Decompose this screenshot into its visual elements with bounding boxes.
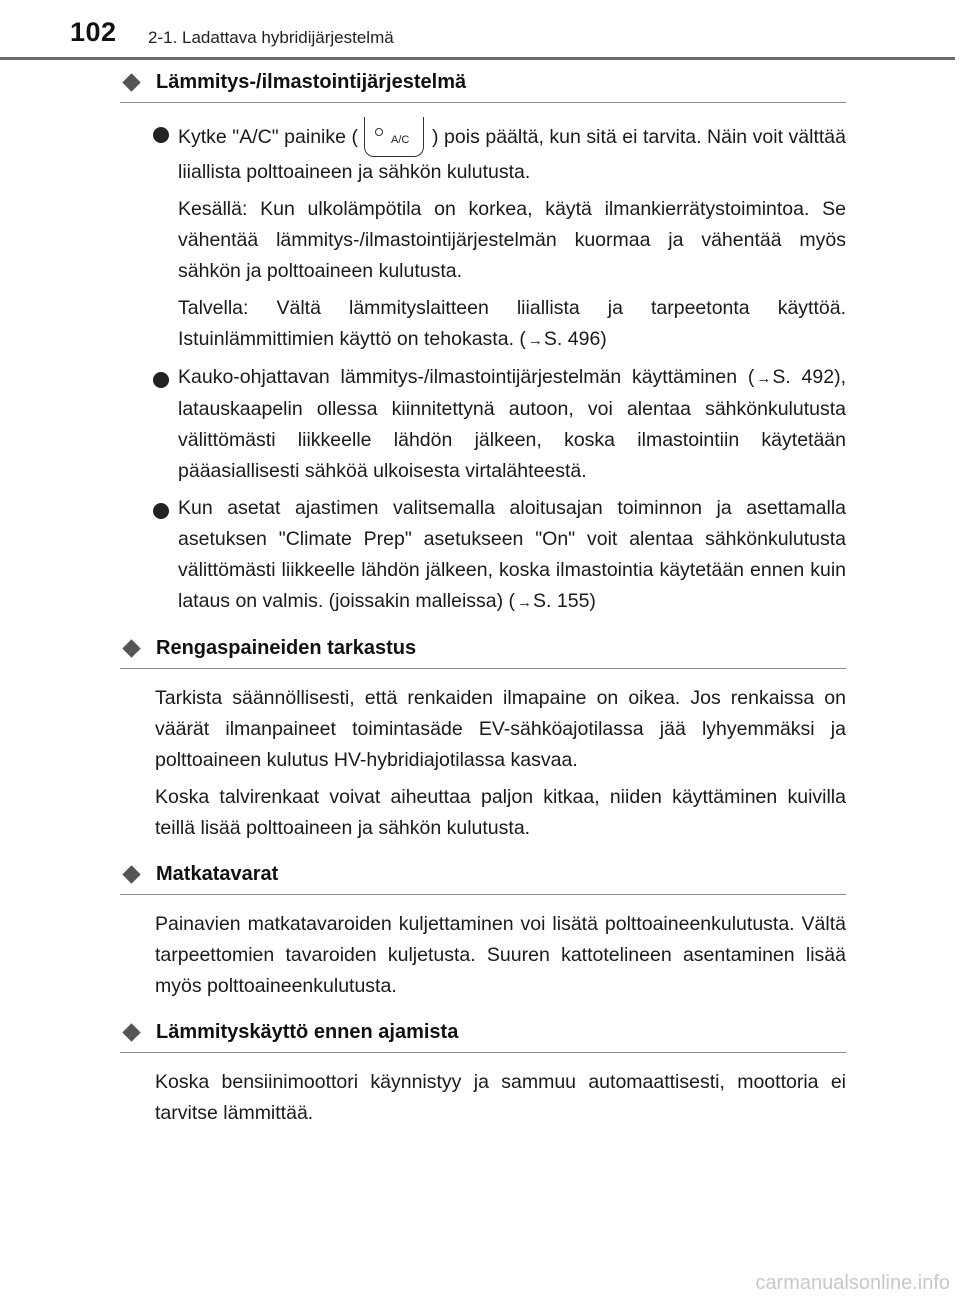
list-item — [120, 493, 846, 618]
paragraph: Kesällä: Kun ulkolämpötila on korkea, käytä ilmankierrätystoimintoa. Se vähentää lämmitys-/ilmastointijärjestelmän kuormaa ja vähentää myös sähkön ja polttoaineen kulutusta. — [178, 198, 846, 282]
header-rule — [0, 57, 955, 60]
bullet-text: Kauko-ohjattavan lämmitys-/ilmastointijärjestelmän käyttäminen ( →S. 492), latauskaapelin ollessa kiinnitettynä autoon, voi alentaa sähkönkulutusta välittömästi liikkeelle lähdön jälkeen, koska ilmastointiin käytetään pääasiallisesti sähköä ulkoisesta virtalähteestä. — [178, 362, 846, 487]
page-number: 102 — [70, 17, 117, 47]
section-heading — [120, 632, 846, 669]
diamond-bullet-icon — [122, 865, 140, 883]
section-warm-up — [120, 1016, 846, 1129]
section-heading — [120, 66, 846, 103]
page-content — [120, 66, 846, 1135]
bullet-text: Kun asetat ajastimen valitsemalla aloitusajan toiminnon ja asettamalla asetuksen "Climate Prep" asetukseen "On" voit alentaa sähkönkulutusta välittömästi liikkeelle lähdön jälkeen, koska ilmastointia käytetään ennen kuin lataus on valmis. (joissakin malleissa) ( →S. 155) — [178, 493, 846, 618]
reference-arrow-icon: → — [517, 594, 533, 611]
paragraph: Painavien matkatavaroiden kuljettaminen voi lisätä polttoaineenkulutusta. Vältä tarpeettomien tavaroiden kuljetusta. Suuren kattotelineen asentaminen lisää myös polttoaineenkulutusta. — [155, 913, 846, 997]
section-luggage — [120, 858, 846, 1002]
section-title: Rengaspaineiden tarkastus — [156, 637, 417, 659]
section-tire-pressure — [120, 632, 846, 844]
diamond-bullet-icon — [122, 1023, 140, 1041]
paragraph: Tarkista säännöllisesti, että renkaiden ilmapaine on oikea. Jos renkaissa on väärät ilmanpaineet toimintasäde EV-sähköajotilassa jää lyhyemmäksi ja polttoaineen kulutus HV-hybridiajotilassa kasvaa. — [155, 687, 846, 771]
bullet-text: Kytke "A/C" painike ( A/C ) pois päältä, kun sitä ei tarvita. Näin voit välttää liiallista polttoaineen ja sähkön kulutusta. — [178, 117, 846, 188]
page-header — [0, 0, 960, 60]
section-heading — [120, 1016, 846, 1053]
paragraph: Koska bensiinimoottori käynnistyy ja sammuu automaattisesti, moottoria ei tarvitse lämmittää. — [155, 1071, 846, 1124]
diamond-bullet-icon — [122, 639, 140, 657]
ac-button-label: A/C — [391, 134, 410, 146]
watermark: carmanualsonline.info — [755, 1272, 950, 1294]
bullet-dot-icon — [153, 372, 169, 388]
bullet-dot-icon — [153, 503, 169, 519]
reference-arrow-icon: → — [756, 370, 772, 387]
list-item — [120, 362, 846, 487]
section-title: Lämmityskäyttö ennen ajamista — [156, 1021, 459, 1043]
ac-button-icon — [364, 117, 424, 157]
chapter-title: 2-1. Ladattava hybridijärjestelmä — [148, 28, 394, 47]
section-title: Lämmitys-/ilmastointijärjestelmä — [156, 71, 467, 93]
section-title: Matkatavarat — [156, 863, 279, 885]
ac-indicator-icon — [375, 128, 383, 136]
reference-arrow-icon: → — [527, 332, 543, 349]
section-hvac — [120, 66, 846, 618]
paragraph: Talvella: Vältä lämmityslaitteen liiallista ja tarpeetonta käyttöä. Istuinlämmittimien käyttö on tehokasta. ( →S. 496) — [178, 293, 846, 356]
list-item — [120, 117, 846, 188]
bullet-dot-icon — [153, 127, 169, 143]
diamond-bullet-icon — [122, 73, 140, 91]
paragraph: Koska talvirenkaat voivat aiheuttaa paljon kitkaa, niiden käyttäminen kuivilla teillä lisää polttoaineen ja sähkön kulutusta. — [155, 786, 846, 839]
section-heading — [120, 858, 846, 895]
